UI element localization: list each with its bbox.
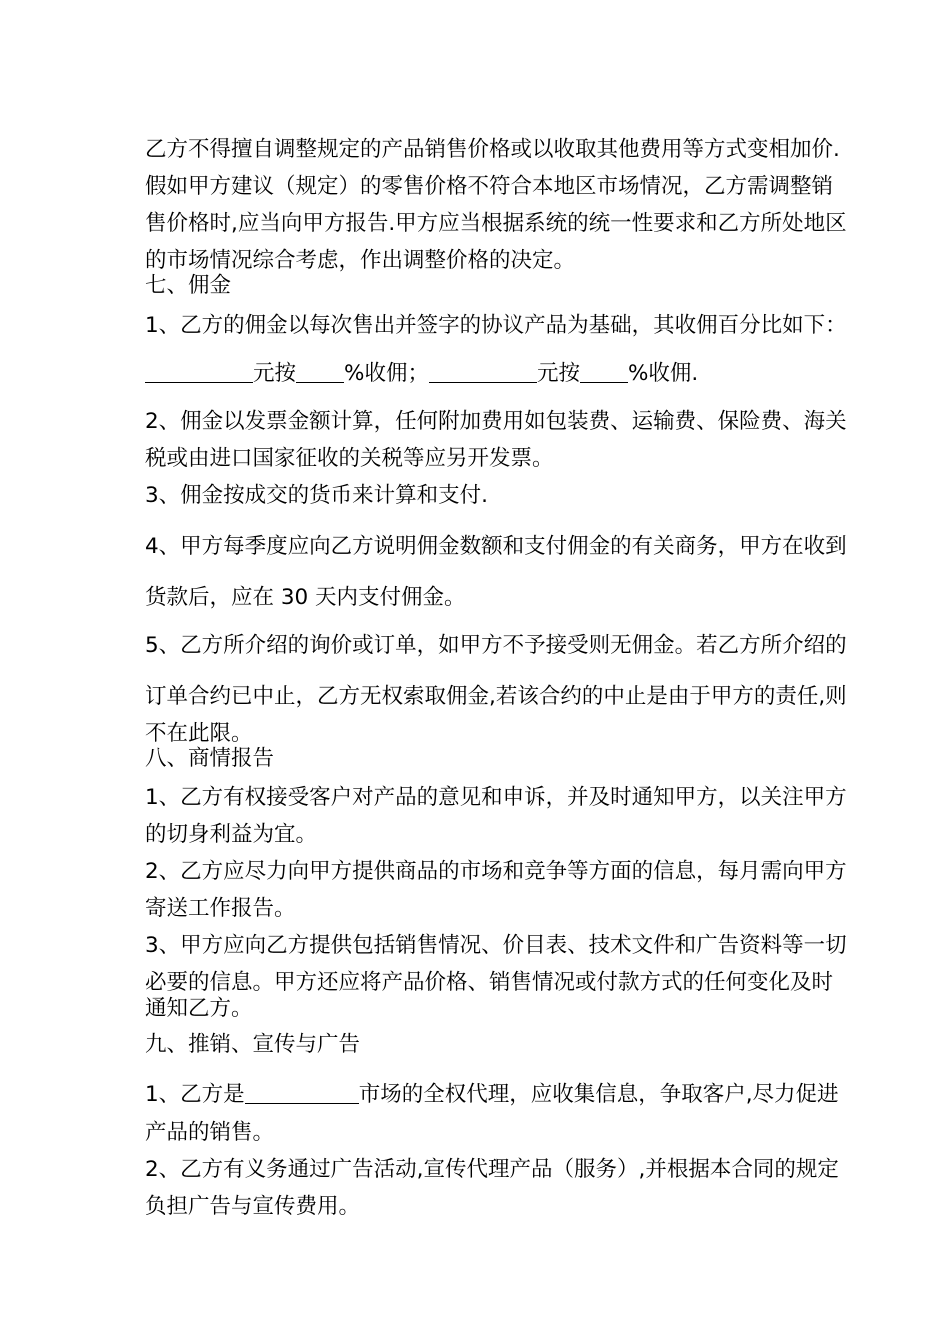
paragraph-line: 的市场情况综合考虑，作出调整价格的决定。 bbox=[145, 248, 576, 273]
report-clause-2: 2、乙方应尽力向甲方提供商品的市场和竞争等方面的信息，每月需向甲方 bbox=[145, 859, 847, 884]
section-heading-9: 九、推销、宣传与广告 bbox=[145, 1032, 361, 1057]
clause-text: 市场的全权代理，应收集信息，争取客户,尽力促进 bbox=[358, 1082, 839, 1107]
commission-clause-5: 5、乙方所介绍的询价或订单，如甲方不予接受则无佣金。若乙方所介绍的 bbox=[145, 633, 847, 658]
amount-blank bbox=[429, 360, 537, 383]
report-clause-3: 3、甲方应向乙方提供包括销售情况、价目表、技术文件和广告资料等一切 bbox=[145, 933, 847, 958]
commission-clause-2: 2、佣金以发票金额计算，任何附加费用如包装费、运输费、保险费、海关 bbox=[145, 409, 847, 434]
section-heading-8: 八、商情报告 bbox=[145, 746, 275, 771]
report-clause-1: 1、乙方有权接受客户对产品的意见和申诉，并及时通知甲方，以关注甲方 bbox=[145, 785, 847, 810]
paragraph-line: 乙方不得擅自调整规定的产品销售价格或以收取其他费用等方式变相加价. bbox=[145, 137, 840, 162]
commission-fill-line bbox=[145, 359, 698, 389]
commission-clause-4: 货款后，应在 30 天内支付佣金。 bbox=[145, 585, 466, 610]
fill-text: 元按 bbox=[253, 361, 297, 386]
report-clause-2: 寄送工作报告。 bbox=[145, 896, 296, 921]
commission-clause-4: 4、甲方每季度应向乙方说明佣金数额和支付佣金的有关商务，甲方在收到 bbox=[145, 534, 847, 559]
commission-clause-5: 不在此限。 bbox=[145, 721, 253, 746]
commission-clause-1: 1、乙方的佣金以每次售出并签字的协议产品为基础，其收佣百分比如下： bbox=[145, 313, 847, 338]
fill-text: %收佣； bbox=[344, 361, 429, 386]
report-clause-3: 必要的信息。甲方还应将产品价格、销售情况或付款方式的任何变化及时 bbox=[145, 970, 834, 995]
commission-clause-3: 3、佣金按成交的货币来计算和支付. bbox=[145, 483, 489, 508]
promotion-clause-1 bbox=[145, 1080, 839, 1110]
percent-blank bbox=[296, 360, 344, 383]
promotion-clause-1: 产品的销售。 bbox=[145, 1120, 275, 1145]
fill-text: %收佣. bbox=[627, 361, 699, 386]
clause-text: 1、乙方是 bbox=[145, 1082, 245, 1107]
section-heading-7: 七、佣金 bbox=[145, 273, 232, 298]
report-clause-3: 通知乙方。 bbox=[145, 996, 253, 1021]
fill-text: 元按 bbox=[536, 361, 580, 386]
market-blank bbox=[245, 1081, 359, 1104]
percent-blank bbox=[580, 360, 628, 383]
promotion-clause-2: 负担广告与宣传费用。 bbox=[145, 1194, 361, 1219]
promotion-clause-2: 2、乙方有义务通过广告活动,宣传代理产品（服务）,并根据本合同的规定 bbox=[145, 1157, 839, 1182]
report-clause-1: 的切身利益为宜。 bbox=[145, 822, 318, 847]
commission-clause-5: 订单合约已中止，乙方无权索取佣金,若该合约的中止是由于甲方的责任,则 bbox=[145, 684, 847, 709]
paragraph-line: 售价格时,应当向甲方报告.甲方应当根据系统的统一性要求和乙方所处地区 bbox=[145, 211, 847, 236]
commission-clause-2: 税或由进口国家征收的关税等应另开发票。 bbox=[145, 446, 554, 471]
amount-blank bbox=[145, 360, 253, 383]
paragraph-line: 假如甲方建议（规定）的零售价格不符合本地区市场情况，乙方需调整销 bbox=[145, 174, 834, 199]
